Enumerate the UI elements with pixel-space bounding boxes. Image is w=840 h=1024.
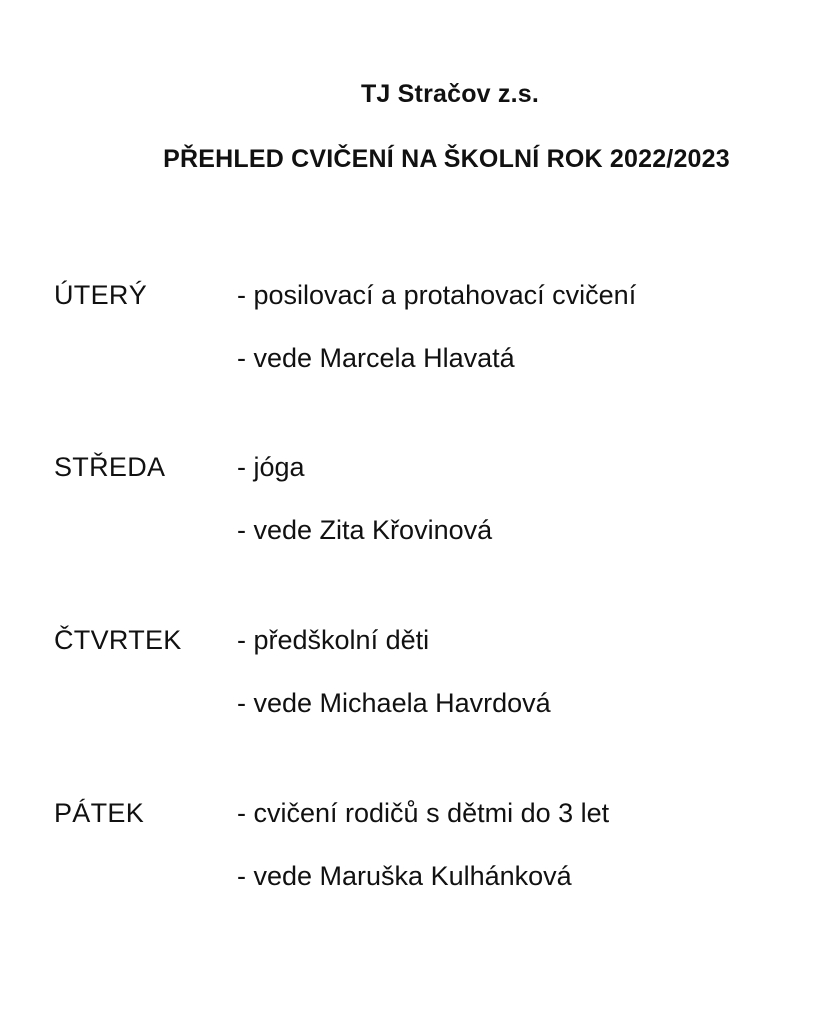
schedule-entry-thursday xyxy=(0,625,840,745)
day-label: ČTVRTEK xyxy=(54,625,182,655)
page-title: PŘEHLED CVIČENÍ NA ŠKOLNÍ ROK 2022/2023 xyxy=(163,145,730,173)
leader-text: - vede Maruška Kulhánková xyxy=(237,861,572,891)
schedule-entry-friday xyxy=(0,798,840,918)
organization-name: TJ Stračov z.s. xyxy=(360,80,540,108)
schedule-entry-wednesday xyxy=(0,452,840,572)
leader-text: - vede Zita Křovinová xyxy=(237,515,493,545)
day-label: ÚTERÝ xyxy=(54,280,148,310)
activity-text: - cvičení rodičů s dětmi do 3 let xyxy=(237,798,610,828)
leader-text: - vede Marcela Hlavatá xyxy=(237,343,515,373)
day-label: STŘEDA xyxy=(54,452,166,482)
activity-text: - jóga xyxy=(237,452,305,482)
leader-text: - vede Michaela Havrdová xyxy=(237,688,551,718)
activity-text: - předškolní děti xyxy=(237,625,430,655)
activity-text: - posilovací a protahovací cvičení xyxy=(237,280,637,310)
schedule-entry-tuesday xyxy=(0,280,840,400)
day-label: PÁTEK xyxy=(54,798,145,828)
